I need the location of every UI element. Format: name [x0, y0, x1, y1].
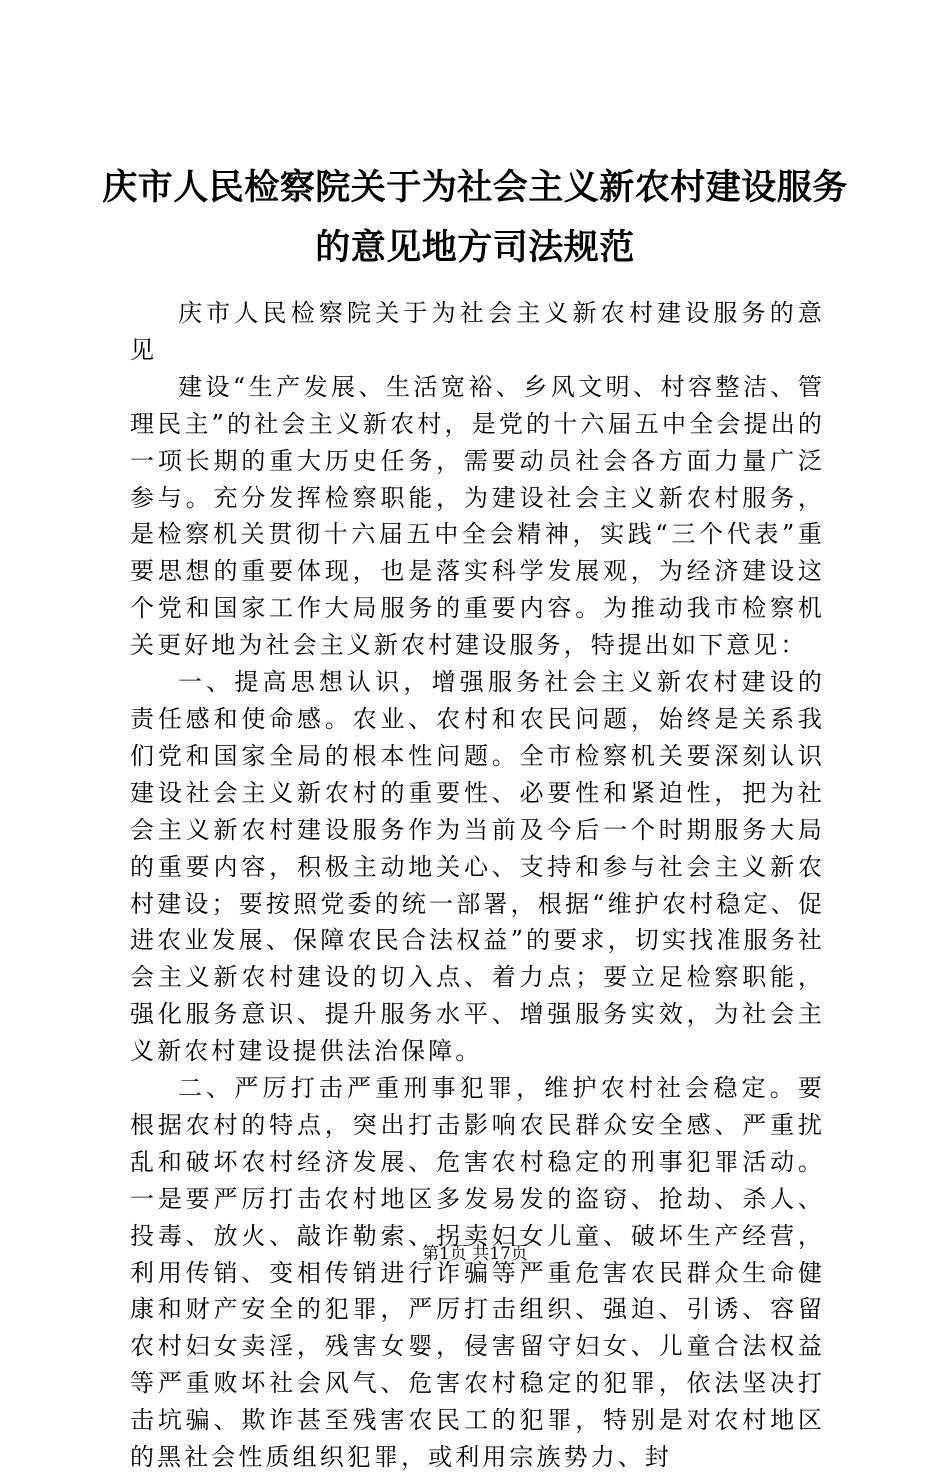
document-body [130, 295, 825, 1476]
page-number-footer: 第1页 共17页 [422, 1244, 528, 1264]
paragraph-heading: 庆市人民检察院关于为社会主义新农村建设服务的意见 [130, 299, 825, 364]
paragraph-section-1: 一、提高思想认识，增强服务社会主义新农村建设的责任感和使命感。农业、农村和农民问题，始终是关系我们党和国家全局的根本性问题。全市检察机关要深刻认识建设社会主义新农村的重要性、必要性和紧迫性，把为社会主义新农村建设服务作为当前及今后一个时期服务大局的重要内容，积极主动地关心、支持和参与社会主义新农村建设；要按照党委的统一部署，根据“维护农村稳定、促进农业发展、保障农民合法权益”的要求，切实找准服务社会主义新农村建设的切入点、着力点；要立足检察职能，强化服务意识、提升服务水平、增强服务实效，为社会主义新农村建设提供法治保障。 [130, 668, 825, 1066]
paragraph-intro: 建设“生产发展、生活宽裕、乡风文明、村容整洁、管理民主”的社会主义新农村，是党的十六届五中全会提出的一项长期的重大历史任务，需要动员社会各方面力量广泛参与。充分发挥检察职能，为建设社会主义新农村服务，是检察机关贯彻十六届五中全会精神，实践“三个代表”重要思想的重要体现，也是落实科学发展观，为经济建设这个党和国家工作大局服务的重要内容。为推动我市检察机关更好地为社会主义新农村建设服务，特提出如下意见： [130, 372, 825, 660]
paragraph-section-2: 二、严厉打击严重刑事犯罪，维护农村社会稳定。要根据农村的特点，突出打击影响农民群众安全感、严重扰乱和破坏农村经济发展、危害农村稳定的刑事犯罪活动。一是要严厉打击农村地区多发易发的盗窃、抢劫、杀人、投毒、放火、敲诈勒索、拐卖妇女儿童、破坏生产经营，利用传销、变相传销进行诈骗等严重危害农民群众生命健康和财产安全的犯罪，严厉打击组织、强迫、引诱、容留农村妇女卖淫，残害女婴，侵害留守妇女、儿童合法权益等严重败坏社会风气、危害农村稳定的犯罪，依法坚决打击坑骗、欺诈甚至残害农民工的犯罪，特别是对农村地区的黑社会性质组织犯罪，或利用宗族势力、封 [130, 1074, 825, 1472]
document-title: 庆市人民检察院关于为社会主义新农村建设服务的意见地方司法规范 [102, 168, 848, 268]
